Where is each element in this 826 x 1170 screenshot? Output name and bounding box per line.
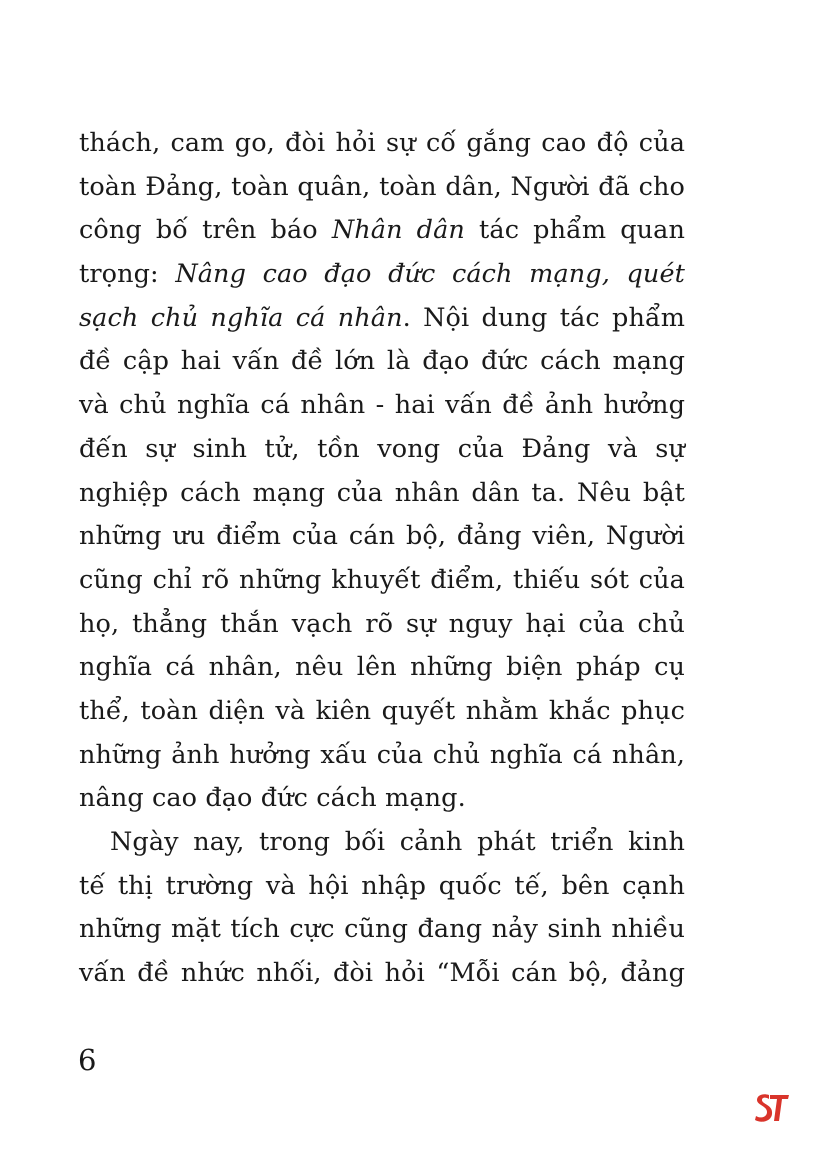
text-line: cũng chỉ rõ những khuyết điểm, thiếu sót của bbox=[79, 564, 685, 595]
work-title: Nâng cao đạo đức cách mạng, quét bbox=[175, 259, 685, 290]
publisher-logo bbox=[752, 1087, 792, 1127]
text-line: thể, toàn diện và kiên quyết nhằm khắc phục bbox=[79, 695, 685, 726]
text-line: và chủ nghĩa cá nhân - hai vấn đề ảnh hưởng bbox=[79, 390, 685, 421]
text-line: toàn Đảng, toàn quân, toàn dân, Người đã cho bbox=[79, 171, 685, 202]
text-line: đề cập hai vấn đề lớn là đạo đức cách mạng bbox=[79, 346, 685, 377]
work-title-continued: sạch chủ nghĩa cá nhân bbox=[79, 302, 403, 333]
page-number: 6 bbox=[78, 1043, 97, 1077]
text-segment: tác phẩm quan bbox=[479, 215, 685, 246]
text-segment: công bố trên báo bbox=[79, 215, 318, 246]
text-line bbox=[79, 297, 685, 341]
text-line: đến sự sinh tử, tồn vong của Đảng và sự bbox=[79, 433, 685, 464]
text-line: những mặt tích cực cũng đang nảy sinh nhiều bbox=[79, 914, 685, 945]
text-line: những ảnh hưởng xấu của chủ nghĩa cá nhân, bbox=[79, 739, 685, 770]
text-line: họ, thẳng thắn vạch rõ sự nguy hại của chủ bbox=[79, 608, 685, 639]
text-line bbox=[79, 253, 685, 297]
text-line: Ngày nay, trong bối cảnh phát triển kinh bbox=[110, 827, 685, 857]
text-line: nâng cao đạo đức cách mạng. bbox=[79, 783, 466, 814]
text-line bbox=[79, 209, 685, 253]
text-segment: trọng: bbox=[79, 259, 159, 290]
text-line: những ưu điểm của cán bộ, đảng viên, Người bbox=[79, 521, 685, 552]
text-line: tế thị trường và hội nhập quốc tế, bên cạnh bbox=[79, 870, 685, 901]
newspaper-title: Nhân dân bbox=[331, 215, 465, 246]
text-segment: . Nội dung tác phẩm bbox=[402, 302, 686, 333]
text-line: vấn đề nhức nhối, đòi hỏi “Mỗi cán bộ, đảng bbox=[79, 958, 685, 989]
body-text bbox=[79, 122, 685, 996]
text-line: nghĩa cá nhân, nêu lên những biện pháp cụ bbox=[79, 652, 685, 683]
text-line: thách, cam go, đòi hỏi sự cố gắng cao độ của bbox=[79, 128, 685, 158]
text-line: nghiệp cách mạng của nhân dân ta. Nêu bật bbox=[79, 477, 685, 508]
